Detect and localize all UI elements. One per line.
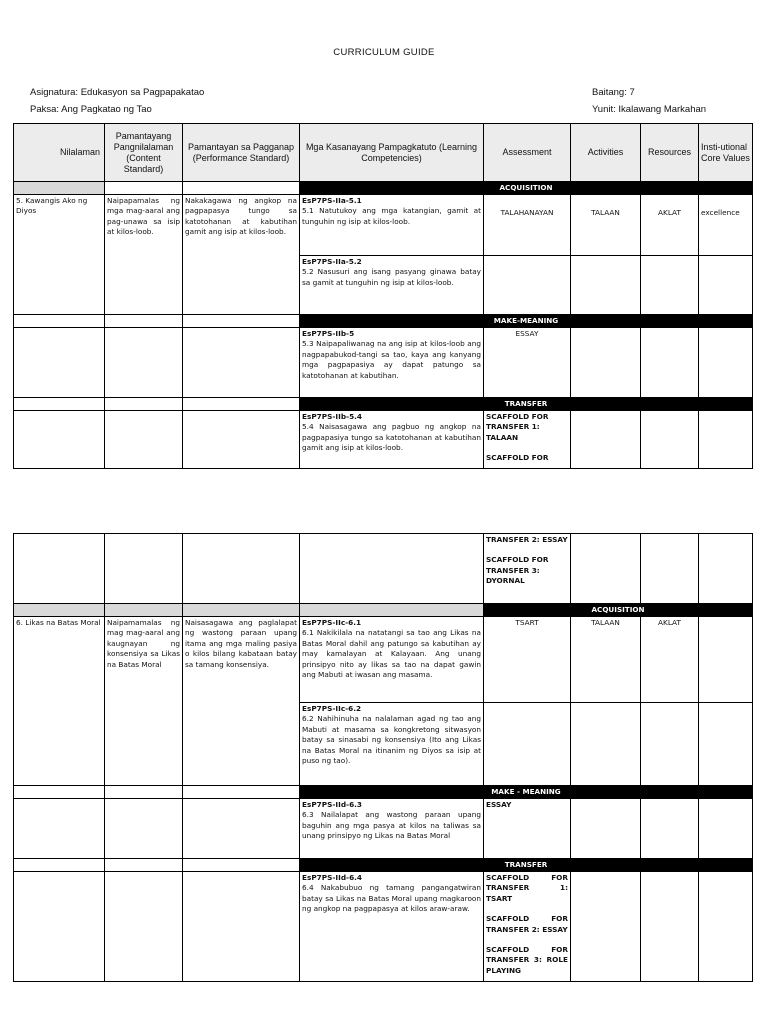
competency-code: EsP7PS-IId-6.4 [302,873,362,882]
resources-cell: AKLAT [641,195,699,256]
stage-bar-make-meaning [14,786,753,799]
competency-text: 5.2 Nasusuri ang isang pasyang ginawa batay sa gamit at tunguhin ng isip at kilos-loob. [302,267,481,287]
content-cell: 5. Kawangis Ako ng Diyos [14,195,105,315]
assessment-item: SCAFFOLD FOR TRANSFER 2: ESSAY [486,914,568,934]
stage-bar-make-meaning [14,315,753,328]
header-row [14,124,753,182]
assessment-cell: TSART [484,617,571,703]
table-row [14,328,753,398]
competency-code: EsP7PS-IIb-5 [302,329,355,338]
document-title: CURRICULUM GUIDE [333,47,435,58]
stage-label: MAKE-MEANING [300,315,753,328]
competency-code: EsP7PS-IIb-5.4 [302,412,362,421]
stage-bar-transfer [14,859,753,872]
stage-bar-acquisition [14,182,753,195]
topic-label: Paksa: Ang Pagkatao ng Tao [30,104,152,115]
assessment-cell [484,872,571,982]
competency-cell [300,799,484,859]
stage-label: MAKE - MEANING [300,786,753,799]
competency-text: 5.3 Naipapaliwanag na ang isip at kilos-loob ang nagpapabukod-tangi sa tao, kaya ang kanyang mga pagpapasiya ay dapat patungo sa katotohanan at kabutihan. [302,339,481,380]
assessment-cell: ESSAY [484,799,571,859]
grade-label: Baitang: 7 [592,87,635,98]
competency-text: 5.4 Naisasagawa ang pagbuo ng angkop na pagpapasiya tungo sa katotohanan at kabutihan gamit ang isip at kilos-loob. [302,422,481,453]
competency-cell [300,256,484,315]
table-row [14,411,753,469]
competency-text: 6.2 Nahihinuha na nalalaman agad ng tao ang Mabuti at masama sa kongkretong sitwasyon batay sa sinasabi ng konsensiya (Ito ang Likas na Batas Moral na itinanim ng Diyos sa isip at puso ng tao). [302,714,481,766]
competency-cell [300,617,484,703]
assessment-cell [484,411,571,469]
header-competencies: Mga Kasanayang Pampagkatuto (Learning Competencies) [300,124,484,182]
header-activities: Activities [571,124,641,182]
competency-text: 5.1 Natutukoy ang mga katangian, gamit at tunguhin ng isip at kilos-loob. [302,206,481,226]
content-cell: 6. Likas na Batas Moral [14,617,105,786]
content-standard-cell: Naipapamalas ng mga mag-aaral ang pag-unawa sa isip at kilos-loob. [105,195,183,315]
competency-text: 6.3 Nailalapat ang wastong paraan upang baguhin ang mga pasya at kilos na taliwas sa unang prinsipyo ng Likas na Batas Moral [302,810,481,841]
content-standard-cell: Naipamamalas ng mag mag-aaral ang kaugnayan ng konsensiya sa Likas na Batas Moral [105,617,183,786]
assessment-cell: TALAHANAYAN [484,195,571,256]
activities-cell: TALAAN [571,617,641,703]
curriculum-table-2 [13,533,753,982]
subject-label: Asignatura: Edukasyon sa Pagpapakatao [30,87,205,98]
table-row [14,872,753,982]
competency-text: 6.1 Nakikilala na natatangi sa tao ang Likas na Batas Moral dahil ang patungo sa kabutihan ay may kamalayan at Kalayaan. Ang unang prinsipyo nito ay likas sa tao na dapat gawin ang Mabuti at iwasan ang masama. [302,628,481,680]
stage-label: ACQUISITION [484,604,753,617]
resources-cell: AKLAT [641,617,699,703]
table-row [14,195,753,256]
competency-cell [300,195,484,256]
competency-code: EsP7PS-IIa-5.1 [302,196,362,205]
stage-label: TRANSFER [300,398,753,411]
assessment-item: SCAFFOLD FOR TRANSFER 3: DYORNAL [486,555,549,586]
header-content-standard: Pamantayang Pangnilalaman (Content Standard) [105,124,183,182]
header-resources: Resources [641,124,699,182]
performance-standard-cell: Naisasagawa ang paglalapat ng wastong paraan upang itama ang mga maling pasiya o kilos bilang kabataan batay sa tamang konsensiya. [183,617,300,786]
core-values-cell: excellence [699,195,753,256]
table-row [14,799,753,859]
unit-label: Yunit: Ikalawang Markahan [592,104,707,115]
assessment-item: SCAFFOLD FOR TRANSFER 1: TSART [486,873,568,903]
stage-bar-acquisition [14,604,753,617]
assessment-item: SCAFFOLD FOR [486,453,549,463]
header-core-values: Insti-utional Core Values [699,124,753,182]
assessment-cell [484,534,571,604]
stage-label: TRANSFER [300,859,753,872]
stage-bar-transfer [14,398,753,411]
header-performance-standard: Pamantayan sa Pagganap (Performance Standard) [183,124,300,182]
competency-cell [300,411,484,469]
competency-code: EsP7PS-IIa-5.2 [302,257,362,266]
performance-standard-cell: Nakakagawa ng angkop na pagpapasya tungo sa katotohanan at kabutihan gamit ang isip at kilos-loob. [183,195,300,315]
header-content: Nilalaman [14,124,105,182]
competency-code: EsP7PS-IIc-6.2 [302,704,362,713]
table-row [14,617,753,703]
table-row [14,534,753,604]
activities-cell: TALAAN [571,195,641,256]
competency-code: EsP7PS-IId-6.3 [302,800,362,809]
competency-text: 6.4 Nakabubuo ng tamang pangangatwiran batay sa Likas na Batas Moral upang magkaroon ng angkop na pagpapasya at kilos araw-araw. [302,883,481,914]
assessment-item: SCAFFOLD FOR TRANSFER 1: TALAAN [486,412,549,442]
curriculum-table-1 [13,123,753,469]
competency-cell [300,328,484,398]
competency-cell [300,703,484,786]
assessment-item: TRANSFER 2: ESSAY [486,535,568,544]
header-assessment: Assessment [484,124,571,182]
competency-cell [300,872,484,982]
assessment-item: SCAFFOLD FOR TRANSFER 3: ROLE PLAYING [486,945,568,975]
competency-code: EsP7PS-IIc-6.1 [302,618,362,627]
assessment-cell: ESSAY [484,328,571,398]
stage-label: ACQUISITION [300,182,753,195]
